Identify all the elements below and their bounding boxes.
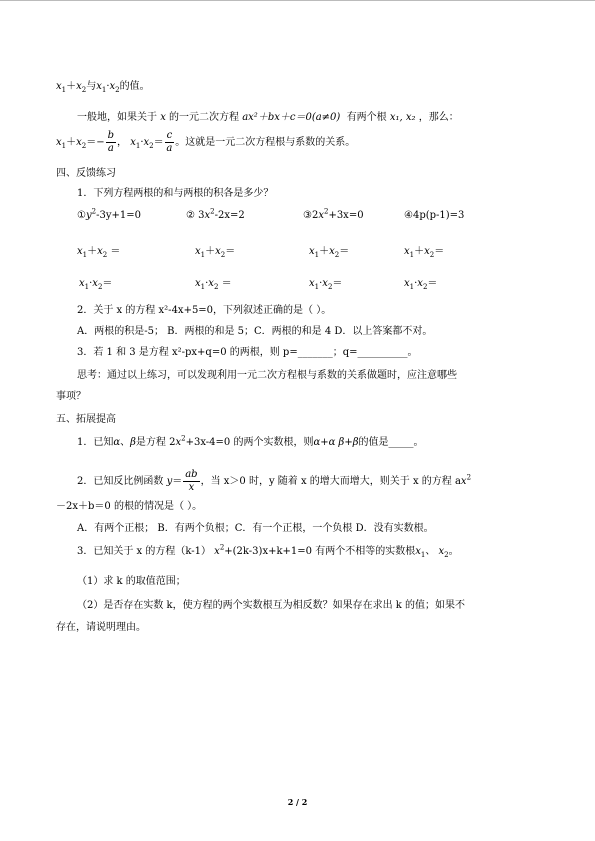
product-row-4: $x_1\cdot x_2=$	[404, 278, 438, 291]
sec4-question1: 1．下列方程两根的和与两根的积各是多少？	[77, 188, 274, 199]
equation-1: $①y^2-3y+1=0$	[77, 207, 141, 221]
sec5-question2: 2．已知反比例函数 y＝ $\frac{ab}{x}$ ，当 x＞0 时，y 随着 x 的增大而增大，则关于 x 的方程 $ax^2$	[77, 469, 472, 493]
sec5-question3: 3．已知关于 x 的方程（k-1） $x^2+(2k-3)x+k+1=0$ 有两个不相等的实数根$x_1$、 $x_2$。	[77, 543, 459, 559]
sec5-question1: 1．已知α、β是方程 $2x^2+3x-4=0$ 的两个实数根，则α+α β+β的值是_____。	[77, 434, 424, 448]
equation-4: ④4p(p-1)=3	[404, 210, 465, 221]
product-row-1: $x_1\cdot x_2=$	[79, 278, 113, 291]
sec4-question2: 2．关于 x 的方程 x²-4x+5=0，下列叙述正确的是（ ）。	[77, 305, 332, 316]
product-row-3: $x_1\cdot x_2=$	[309, 278, 343, 291]
section4-title: 四、反馈练习	[56, 168, 116, 179]
sum-row-2: $x_1+x_2=$	[195, 246, 236, 259]
top-border	[0, 0, 595, 1]
think-line-1: 思考：通过以上练习，可以发现利用一元二次方程根与系数的关系做题时，应注意哪些	[77, 370, 457, 381]
sec5-question2-cont: －2x＋b＝0 的根的情况是（ ）。	[56, 501, 203, 512]
sec5-subquestion1: （1）求 k 的取值范围；	[77, 576, 186, 587]
vieta-formula: $x_1+x_2=-$ $\frac{b}{a}$ ， $x_1\cdot x_2=$ $\frac{c}{a}$ 。这就是一元二次方程根与系数的关系。	[56, 130, 356, 154]
sec5-subquestion2-cont: 存在，请说明理由。	[56, 622, 146, 633]
sec5-question2-options: A．有两个正根； B．有两个负根；C．有一个正根，一个负根 D．没有实数根。	[77, 523, 434, 534]
think-line-2: 事项？	[56, 391, 86, 402]
sum-row-1: $x_1+x_2$ ＝	[77, 246, 121, 259]
section5-title: 五、拓展提高	[56, 414, 116, 425]
equation-3: $③2x^2+3x=0$	[303, 207, 364, 221]
sec5-subquestion2: （2）是否存在实数 k，使方程的两个实数根互为相反数？如果存在求出 k 的值；如果不	[77, 600, 466, 611]
sum-row-4: $x_1+x_2=$	[404, 246, 445, 259]
equation-2: ② $3x^2-2x=2$	[186, 207, 245, 221]
product-row-2: $x_1\cdot x_2$ ＝	[195, 278, 232, 291]
general-statement: 一般地，如果关于 x 的一元二次方程 ax²＋bx＋c＝0(a≠0) 有两个根 x₁, x₂ ，那么：	[77, 112, 459, 123]
intro-line: $x_1+x_2$与$x_1\cdot x_2$的值。	[56, 81, 150, 94]
sum-row-3: $x_1+x_2=$	[309, 246, 350, 259]
sec4-question2-options: A．两根的积是-5； B．两根的和是 5；C．两根的和是 4 D．以上答案都不对。	[77, 326, 433, 337]
page-number: 2 / 2	[287, 797, 308, 807]
sec4-question3: 3．若 1 和 3 是方程 x²-px+q=0 的两根，则 p=_______；q=__________。	[77, 347, 418, 358]
